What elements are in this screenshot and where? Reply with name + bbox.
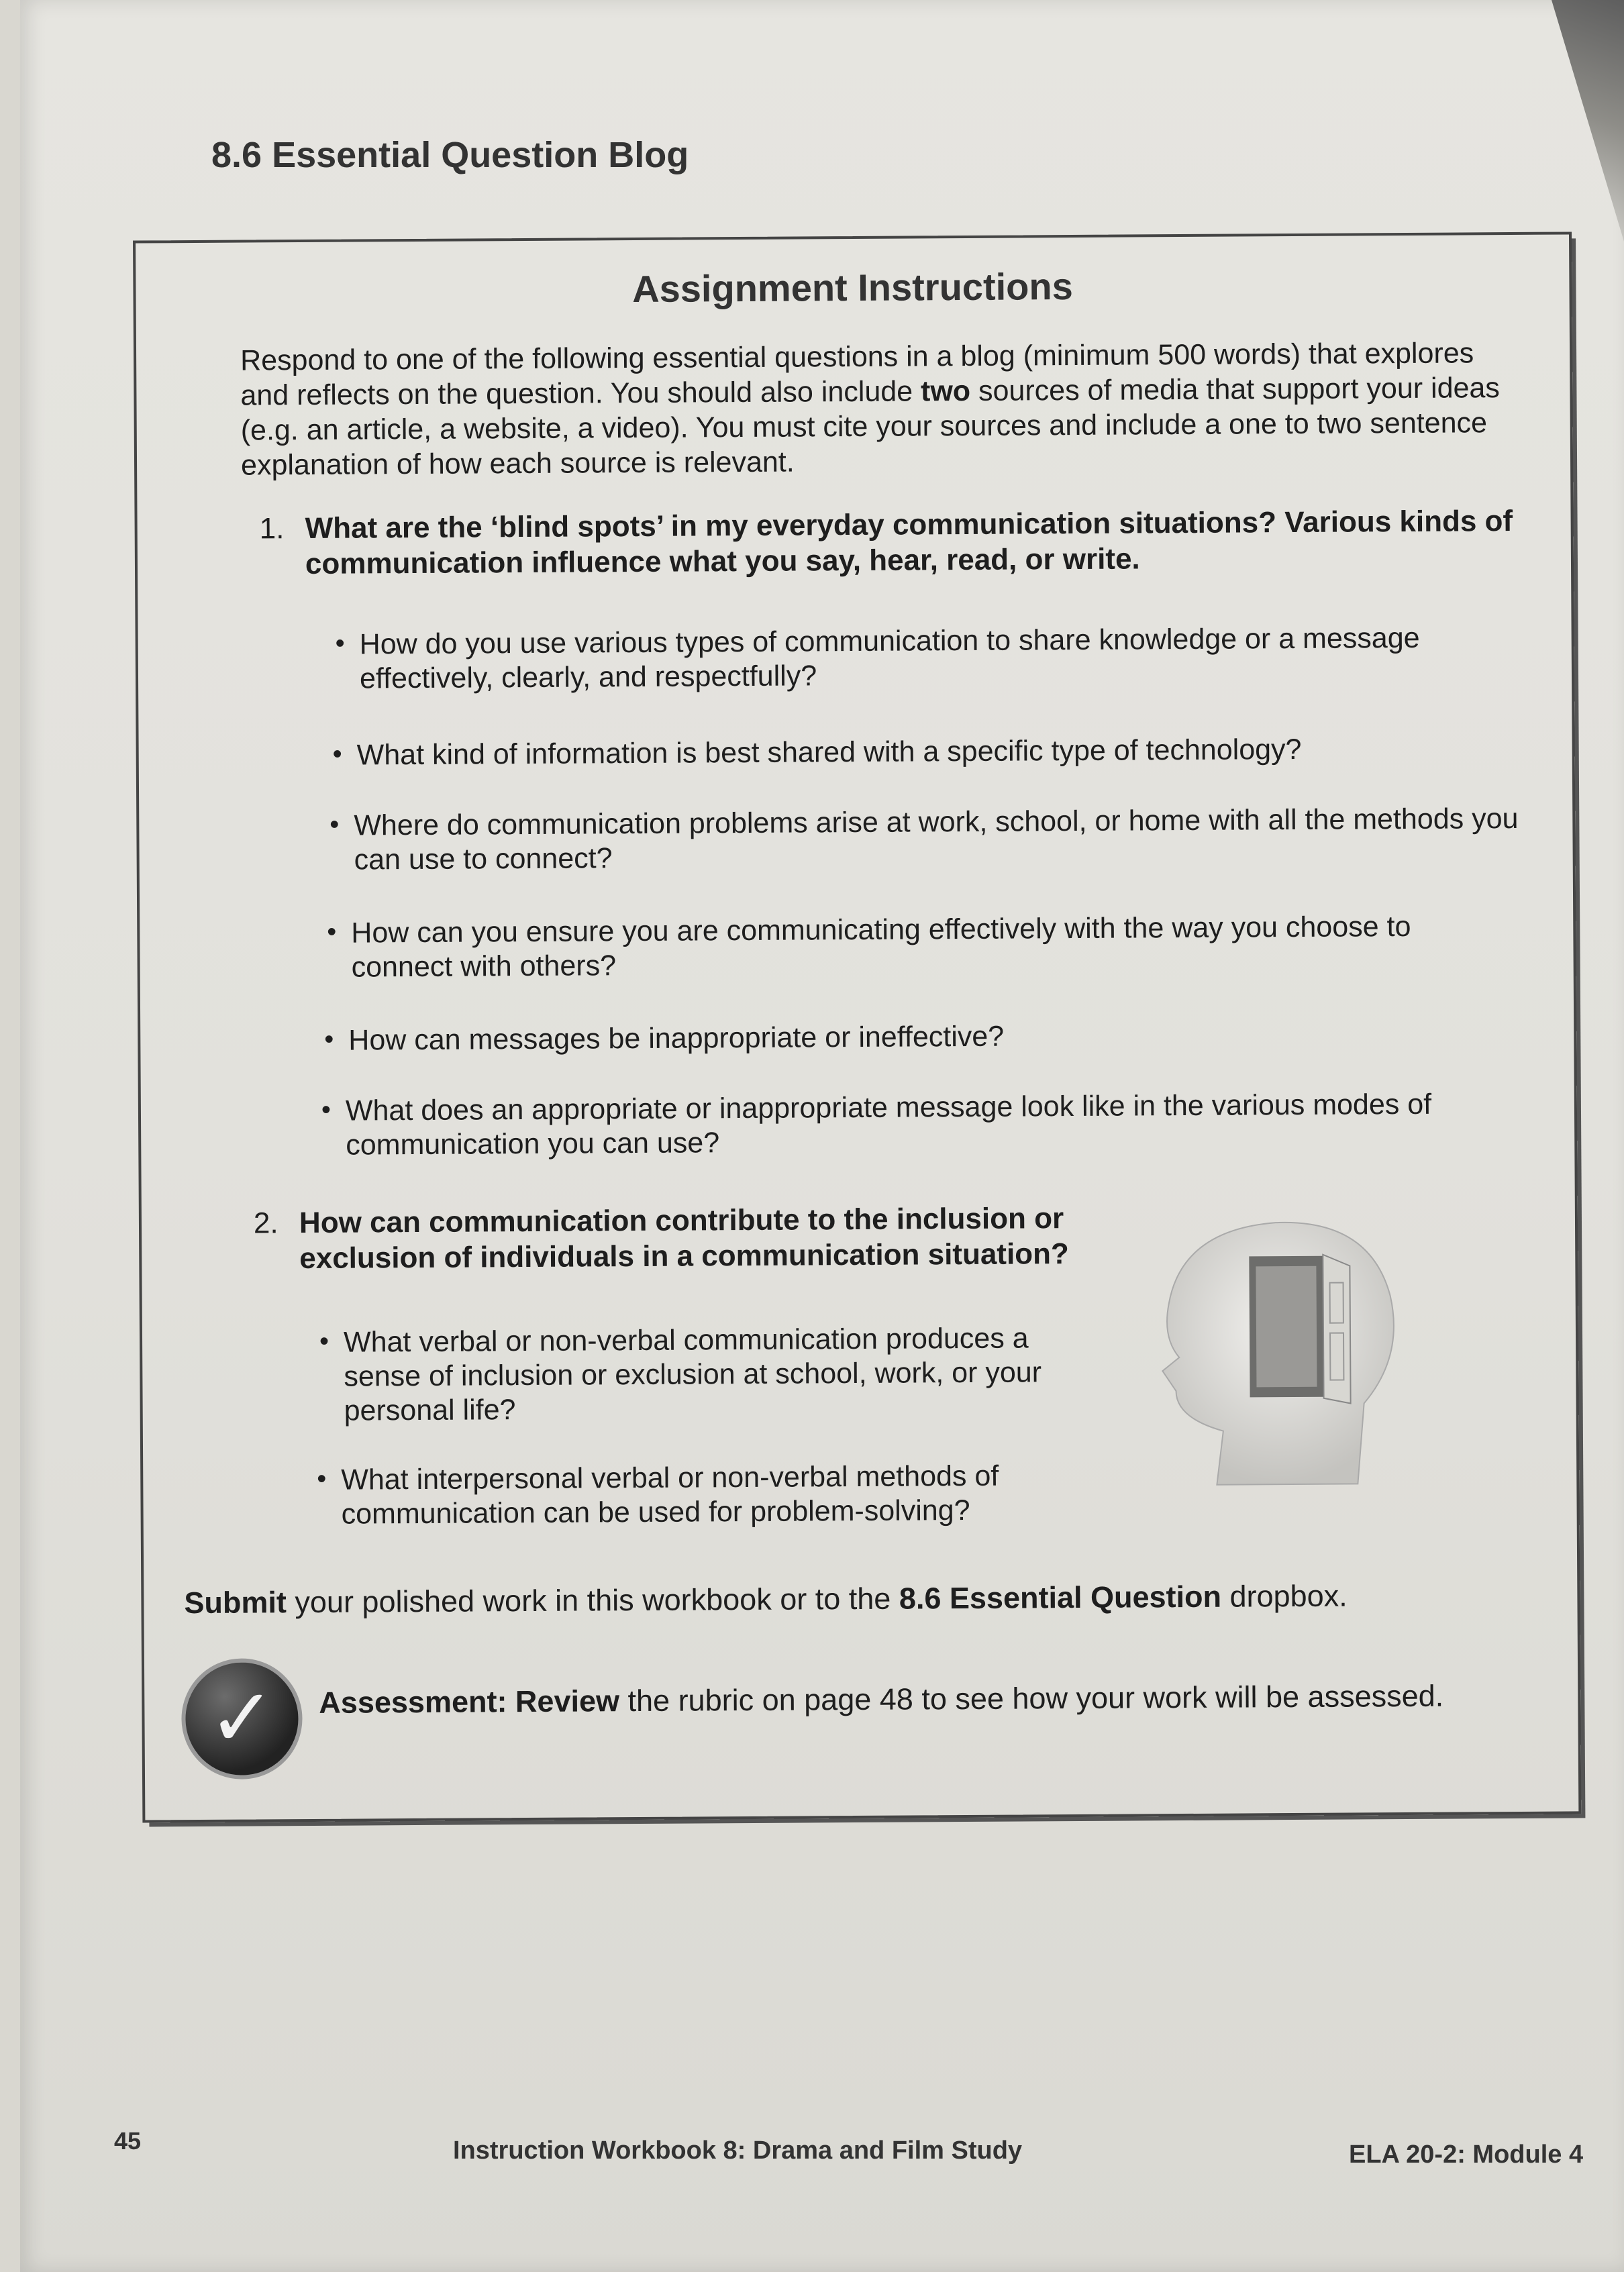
- bullet-item: • Where do communication problems arise at work, school, or home with all the methods you can use to connect?: [329, 802, 1519, 876]
- bullet-item: • How do you use various types of communication to share knowledge or a message effectively, clearly, and respectfully?: [335, 621, 1420, 695]
- corner-decoration: [1503, 0, 1624, 242]
- assessment-note: Assessment: Review the rubric on page 48 to see how your work will be assessed.: [319, 1678, 1444, 1720]
- bullet-item: • What interpersonal verbal or non-verbal methods of communication can be used for problem-solving?: [317, 1459, 999, 1531]
- bullet-icon: •: [327, 917, 337, 947]
- question-1: 1. What are the ‘blind spots’ in my everyday communication situations? Various kinds of communication influence what you say, hear, read, or write.: [259, 504, 1513, 580]
- bullet-item: • What kind of information is best shared with a specific type of technology?: [332, 733, 1302, 772]
- question-number: 2.: [253, 1206, 278, 1240]
- bullet-icon: •: [317, 1463, 327, 1494]
- page-number: 45: [114, 2127, 142, 2155]
- bullet-icon: •: [324, 1024, 334, 1054]
- submit-instructions: Submit your polished work in this workbook or to the 8.6 Essential Question dropbox.: [184, 1578, 1348, 1620]
- section-title: 8.6 Essential Question Blog: [211, 135, 689, 175]
- bullet-icon: •: [319, 1326, 329, 1356]
- question-number: 1.: [259, 512, 285, 546]
- question-2: 2. How can communication contribute to the inclusion or exclusion of individuals in a communication situation?: [253, 1202, 1069, 1276]
- bullet-item: • How can you ensure you are communicating effectively with the way you choose to connect with others?: [327, 910, 1411, 984]
- bullet-item: • What verbal or non-verbal communication produces a sense of inclusion or exclusion at school, work, or your personal life?: [319, 1322, 1042, 1427]
- footer-workbook-title: Instruction Workbook 8: Drama and Film Study: [453, 2136, 1023, 2165]
- bullet-icon: •: [329, 809, 340, 839]
- checkmark-icon: ✓: [181, 1658, 303, 1779]
- workbook-page: [20, 0, 1624, 2272]
- bullet-item: • How can messages be inappropriate or ineffective?: [324, 1020, 1005, 1057]
- intro-paragraph: Respond to one of the following essential questions in a blog (minimum 500 words) that explores and reflects on the question. You should also include two sources of media that support your ideas (e.g. an article, a website, a video). You must cite your sources and include a one to two sentence explanation of how each source is relevant.: [240, 337, 1500, 482]
- head-with-door-icon: [1135, 1202, 1432, 1499]
- box-title: Assignment Instructions: [632, 264, 1073, 311]
- assignment-box: [133, 231, 1581, 1822]
- bullet-item: • What does an appropriate or inappropriate message look like in the various modes of communication you can use?: [321, 1088, 1432, 1161]
- footer-module: ELA 20-2: Module 4: [1349, 2140, 1584, 2169]
- bullet-icon: •: [332, 739, 342, 769]
- bullet-icon: •: [335, 628, 345, 658]
- bullet-icon: •: [321, 1094, 332, 1125]
